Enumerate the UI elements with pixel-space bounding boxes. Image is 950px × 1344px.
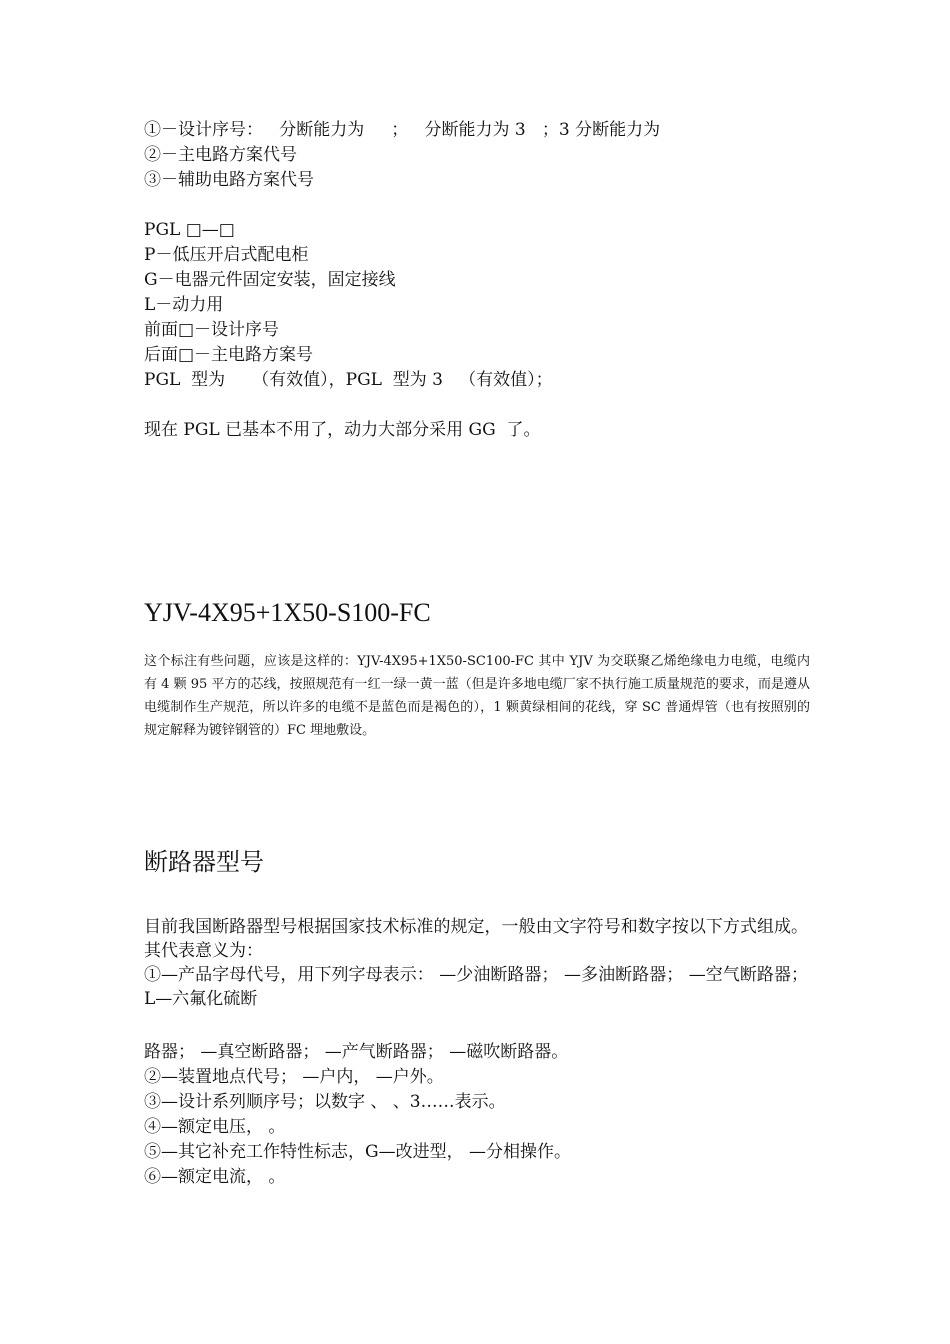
pgl-back-line: 后面□－主电路方案号 — [144, 345, 314, 365]
breaker-line-2: ②—装置地点代号； —户内， —户外。 — [144, 1067, 444, 1087]
pgl-p-line: P－低压开启式配电柜 — [144, 245, 309, 265]
main-circuit-code-line: ②－主电路方案代号 — [144, 145, 297, 165]
cable-heading: YJV-4X95+1X50-S100-FC — [144, 598, 431, 627]
pgl-note-line: 现在 PGL 已基本不用了，动力大部分采用 GG 了。 — [144, 420, 541, 440]
breaker-line-3: ③—设计系列顺序号；以数字 、 、3……表示。 — [144, 1092, 506, 1112]
breaker-heading: 断路器型号 — [144, 848, 264, 876]
pgl-rating-line: PGL 型为 （有效值），PGL 型为 3 （有效值）； — [144, 370, 553, 390]
breaker-item-1: ①—产品字母代号，用下列字母表示： —少油断路器； —多油断路器； —空气断路器；L—六氟化硫断 — [144, 965, 808, 1009]
breaker-line-5: ⑤—其它补充工作特性标志，G—改进型， —分相操作。 — [144, 1142, 571, 1162]
design-serial-line: ①－设计序号： 分断能力为 ； 分断能力为 3 ；3 分断能力为 — [144, 120, 661, 140]
breaker-line-1: 路器； —真空断路器； —产气断路器； —磁吹断路器。 — [144, 1042, 569, 1062]
breaker-intro-paragraph — [144, 915, 808, 1011]
pgl-model-line: PGL □—□ — [144, 220, 235, 240]
pgl-g-line: G－电器元件固定安装，固定接线 — [144, 270, 396, 290]
cable-paragraph: 这个标注有些问题，应该是这样的：YJV-4X95+1X50-SC100-FC 其中 YJV 为交联聚乙烯绝缘电力电缆，电缆内有 4 颗 95 平方的芯线，按照规范有一红一绿一黄一蓝（但是许多地电缆厂家不执行施工质量规范的要求，而是遵从电缆制作生产规范，所以许多的电缆不是蓝色而是褐色的），1 颗黄绿相间的花线，穿 SC 普通焊管（也有按照别的规定解释为镀锌钢管的）FC 埋地敷设。 — [144, 654, 810, 738]
pgl-front-line: 前面□－设计序号 — [144, 320, 280, 340]
breaker-intro: 目前我国断路器型号根据国家技术标准的规定，一般由文字符号和数字按以下方式组成。其代表意义为： — [144, 917, 808, 961]
pgl-l-line: L－动力用 — [144, 295, 224, 315]
aux-circuit-code-line: ③－辅助电路方案代号 — [144, 170, 314, 190]
breaker-line-6: ⑥—额定电流， 。 — [144, 1167, 286, 1187]
breaker-line-4: ④—额定电压， 。 — [144, 1117, 286, 1137]
